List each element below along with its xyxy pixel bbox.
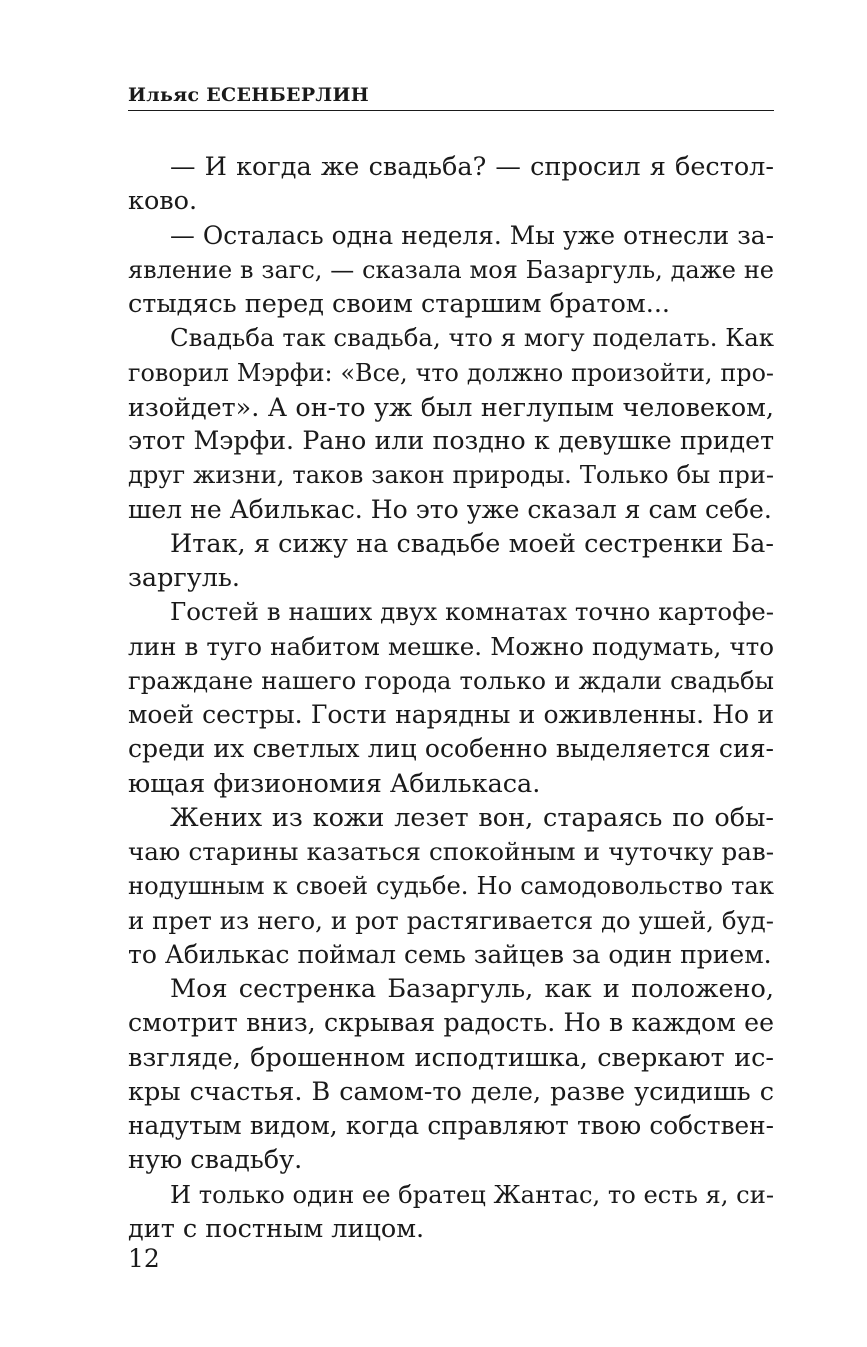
text-line: шел не Абилькас. Но это уже сказал я сам себе. [128,494,772,524]
text-line: говорил Мэрфи: «Все, что должно произойти, про- [128,358,774,387]
text-line: Моя сестренка Базаргуль, как и положено, [170,974,774,1004]
text-line: надутым видом, когда справляют твою собствен- [128,1111,774,1140]
text-line: — И когда же свадьба? — спросил я бестол- [170,152,774,182]
text-line: дит с постным лицом. [128,1213,425,1244]
text-line: явление в загс, — сказала моя Базаргуль, даже не [128,255,774,284]
text-line: чаю старины казаться спокойным и чуточку рав- [128,837,774,866]
text-line: — Осталась одна неделя. Мы уже отнесли за- [170,220,774,250]
text-line: Жених из кожи лезет вон, стараясь по обы- [170,802,774,833]
text-line: заргуль. [128,563,240,593]
text-line: этот Мэрфи. Рано или поздно к девушке придет [128,426,774,455]
text-line: Свадьба так свадьба, что я могу поделать. Как [170,323,774,353]
text-line: моей сестры. Гости нарядны и оживленны. Но и [128,700,774,729]
text-line: нодушным к своей судьбе. Но самодовольство так [128,872,774,901]
text-line: среди их светлых лиц особенно выделяется сия- [128,734,774,764]
text-line: Итак, я сижу на свадьбе моей сестренки Ба- [170,528,774,559]
text-line: Гостей в наших двух комнатах точно картофе- [170,597,774,627]
page-number: 12 [128,1244,160,1273]
text-line: кры счастья. В самом-то деле, разве усидишь с [128,1076,774,1107]
text-line: друг жизни, таков закон природы. Только бы при- [128,461,774,490]
text-line: взгляде, брошенном исподтишка, сверкают ис- [128,1042,774,1073]
text-line: И только один ее братец Жантас, то есть я, си- [170,1180,774,1209]
text-line: граждане нашего города только и ждали свадьбы [128,665,774,695]
text-line: ющая физиономия Абилькаса. [128,768,541,799]
text-line: ную свадьбу. [128,1145,303,1176]
text-line: смотрит вниз, скрывая радость. Но в каждом ее [128,1008,774,1038]
body-text [128,150,774,1246]
running-head [128,82,774,111]
text-line: стыдясь перед своим старшим братом... [128,289,671,319]
text-line: лин в туго набитом мешке. Можно подумать, что [128,631,774,661]
author-name: Ильяс ЕСЕНБЕРЛИН [128,84,370,106]
text-line: ково. [128,186,198,217]
text-line: изойдет». А он-то уж был неглупым человеком, [128,391,774,422]
text-line: и прет из него, и рот растягивается до ушей, буд- [128,905,774,935]
text-line: то Абилькас поймал семь зайцев за один прием. [128,939,772,969]
